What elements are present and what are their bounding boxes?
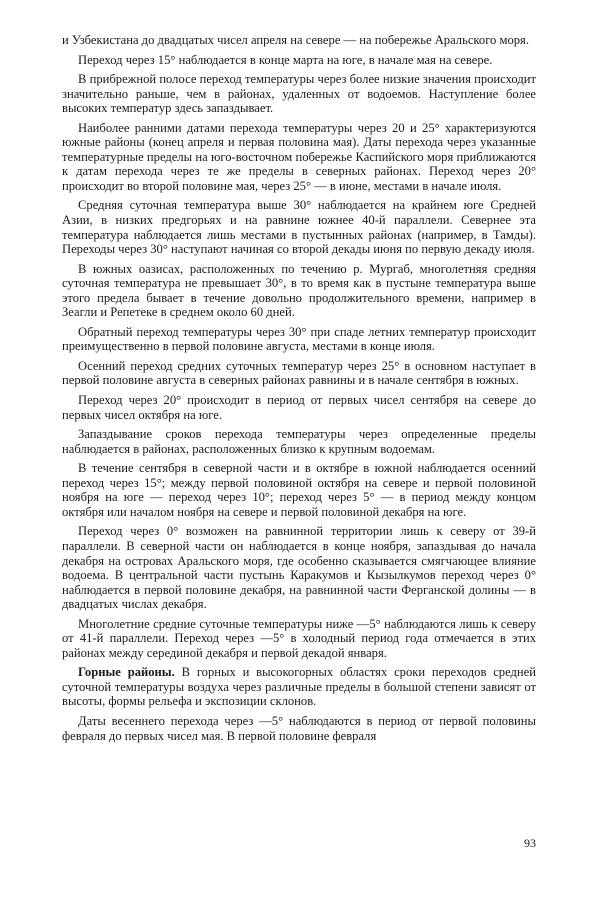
section-heading: Горные районы. xyxy=(78,665,175,680)
page-number: 93 xyxy=(524,836,536,850)
paragraph: Переход через 20° происходит в период от первых чисел сентября на севере до первых чисел октября на юге. xyxy=(62,393,536,422)
paragraph: Даты весеннего перехода через —5° наблюдаются в период от первой половины февраля до первых чисел мая. В первой половине февраля xyxy=(62,713,536,743)
paragraph: Многолетние средние суточные температуры ниже —5° наблюдаются лишь к северу от 41-й параллели. Переход через —5° в холодный период года отмечается в этих районах между серединой декабря и первой декадой января. xyxy=(62,616,536,660)
paragraph: Обратный переход температуры через 30° при спаде летних температур происходит преимущественно в первой половине августа, местами в конце июля. xyxy=(62,324,536,354)
page-body xyxy=(62,33,536,748)
paragraph: Наиболее ранними датами перехода температуры через 20 и 25° характеризуются южные районы (конец апреля и первая половина мая). Даты перехода через указанные температурные пределы на юго-восточном побережье Каспийского моря приближаются к датам перехода через те же пределы в северных районах. Переход через 20° происходит во второй половине мая, через 25° — в июне, местами в начале июля. xyxy=(62,120,536,193)
paragraph: и Узбекистана до двадцатых чисел апреля на севере — на побережье Аральского моря. xyxy=(62,33,529,47)
paragraph: В течение сентября в северной части и в октябре в южной наблюдается осенний переход через 15°; между первой половиной октября на севере и первой половиной ноября на юге — переход через 10°; переход через 5° — в период между концом октября или началом ноября на севере и первой половиной декабря на юге. xyxy=(62,461,536,519)
paragraph: В южных оазисах, расположенных по течению р. Мургаб, многолетняя средняя суточная температура не превышает 30°, в то время как в пустыне температура выше этого предела бывает в течение довольно продолжительного времени, например в Зеагли и Репетеке в среднем около 60 дней. xyxy=(62,261,536,320)
paragraph: В прибрежной полосе переход температуры через более низкие значения происходит значительно раньше, чем в районах, удаленных от водоемов. Наступление более высоких температур здесь запаздывает. xyxy=(62,72,536,116)
paragraph: Запаздывание сроков перехода температуры через определенные пределы наблюдается в районах, расположенных близко к крупным водоемам. xyxy=(62,427,536,456)
paragraph: Переход через 15° наблюдается в конце марта на юге, в начале мая на севере. xyxy=(78,52,493,67)
paragraph: Переход через 0° возможен на равнинной территории лишь к северу от 39-й параллели. В северной части он наблюдается в конце ноября, запаздывая до начала декабря на островах Аральского моря, где особенно сказывается смягчающее влияние водоема. В центральной части пустынь Каракумов и Кызылкумов переход через 0° наблюдается в первой половине декабря, на равнинной части Ферганской долины — в двадцатых числах декабря. xyxy=(62,524,536,612)
paragraph: Осенний переход средних суточных температур через 25° в основном наступает в первой половине августа в северных районах равнины и в начале сентября в южных. xyxy=(62,358,536,388)
paragraph: Средняя суточная температура выше 30° наблюдается на крайнем юге Средней Азии, в низких предгорьях и на равнине южнее 40-й параллели. Севернее эта температура наблюдается лишь местами в пустынных районах (например, в Тамды). Переходы через 30° наступают начиная со второй декады июня по первую декаду июля. xyxy=(62,198,536,257)
paragraph xyxy=(62,665,536,709)
paragraph-text: В горных и высокогорных областях сроки переходов средней суточной температуры воздуха через различные пределы в большой степени зависят от высоты, формы рельефа и экспозиции склонов. xyxy=(62,665,536,709)
